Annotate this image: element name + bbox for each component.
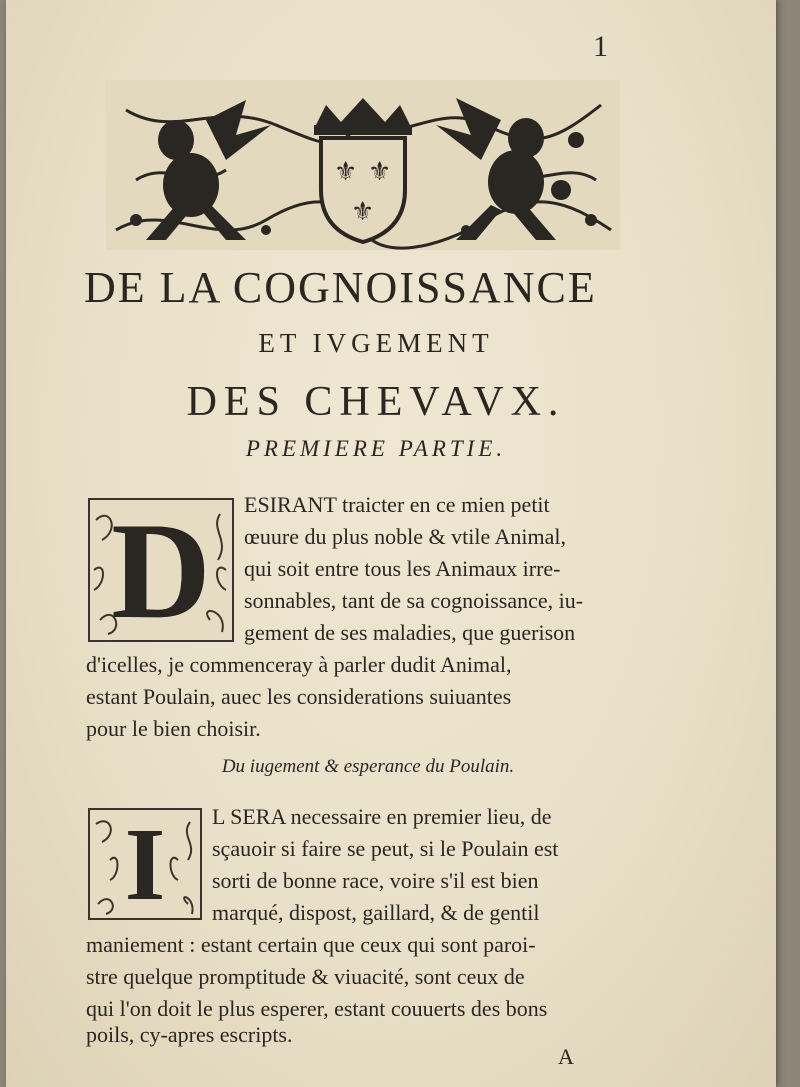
section-2-line-2: sçauoir si faire se peut, si le Poulain est <box>212 836 559 861</box>
title-line-2: ET IVGEMENT <box>258 328 494 358</box>
section-1-line-5: gement de ses maladies, que guerison <box>244 620 576 645</box>
svg-text:⚜: ⚜ <box>368 157 392 187</box>
section-1-line-3: qui soit entre tous les Animaux irre- <box>244 556 561 581</box>
section-1-line-7: estant Poulain, auec les considerations suiuantes <box>86 684 512 709</box>
section-1-line-4: sonnables, tant de sa cognoissance, iu- <box>244 588 584 613</box>
dropcap-d <box>88 493 234 647</box>
svg-text:⚜: ⚜ <box>334 157 358 187</box>
svg-text:⚜: ⚜ <box>351 197 375 227</box>
section-1-line-2: œuure du plus noble & vtile Animal, <box>244 524 567 549</box>
section-2-heading: Du iugement & esperance du Poulain. <box>221 756 515 777</box>
dropcap-i <box>88 808 202 920</box>
section-2-line-8: poils, cy-apres escripts. <box>86 1022 293 1047</box>
signature-mark: A <box>558 1044 574 1069</box>
section-2-line-1: L SERA necessaire en premier lieu, de <box>212 804 552 829</box>
page-number: 1 <box>593 30 608 63</box>
section-2-line-3: sorti de bonne race, voire s'il est bien <box>212 868 539 893</box>
part-subtitle: PREMIERE PARTIE. <box>245 436 507 461</box>
section-1-line-8: pour le bien choisir. <box>86 716 261 741</box>
section-2-line-4: marqué, dispost, gaillard, & de gentil <box>212 900 540 925</box>
section-1-line-1: ESIRANT traicter en ce mien petit <box>244 492 550 517</box>
section-1-line-6: d'icelles, je commenceray à parler dudit Animal, <box>86 652 512 677</box>
section-2-line-7: qui l'on doit le plus esperer, estant couuerts des bons <box>86 996 548 1021</box>
section-2-line-5: maniement : estant certain que ceux qui sont paroi- <box>86 932 536 957</box>
section-2-line-6: stre quelque promptitude & viuacité, sont ceux de <box>86 964 525 989</box>
dropcap-d-letter: D <box>111 493 211 647</box>
book-page <box>6 0 776 1087</box>
title-line-3: DES CHEVAVX. <box>186 379 566 425</box>
dropcap-i-letter: I <box>124 806 166 922</box>
headpiece-ornament <box>106 80 620 250</box>
title-line-1: DE LA COGNOISSANCE <box>84 263 597 312</box>
